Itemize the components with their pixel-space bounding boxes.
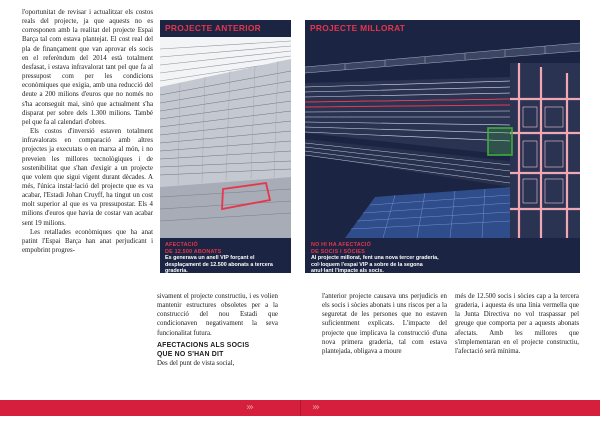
- page-divider: [300, 400, 301, 416]
- chevron-right-icon: ›››: [246, 402, 252, 413]
- paragraph: l'oportunitat de revisar i actualitzar els costos reals del projecte, ja que aquests no es corresponen amb la realitat del projecte Espai Barça tal com estava plantejat. El cost real del pla de finançament que van aprovar els socis en el referèndum del 2014 està totalment desfasat, i estava infravalorat tant pel que fa al pressupost com per les condicions econòmiques que exigia, amb una reducció del deute a 200 milions d'euros que no només no s'ha aconseguit mai, sinó que actualment s'ha disparat per sobre dels 1.300 milions. També pel que fa al calendari d'obres.: [22, 9, 153, 126]
- article-column-2: [157, 292, 278, 368]
- paragraph: sivament el projecte constructiu, i es volien mantenir estructures obsoletes per a la construcció del nou Estadi que condicionaven negativament la seva funcionalitat futura.: [157, 293, 278, 337]
- section-subhead: AFECTACIONS ALS SOCIS: [157, 341, 250, 349]
- improved-stadium-section-render: [305, 37, 580, 238]
- previous-project-caption: [165, 242, 287, 273]
- caption-title: DE SOCIS I SÒCIES: [311, 248, 366, 255]
- improved-project-caption: [311, 242, 441, 273]
- caption-body: Es generava un anell VIP forçant el desplaçament de 12.500 abonats a tercera graderia.: [165, 255, 273, 273]
- improved-project-panel: [305, 20, 580, 273]
- caption-title: DE 12.500 ABONATS: [165, 248, 222, 255]
- caption-title: AFECTACIÓ: [165, 242, 198, 248]
- paragraph: Des del punt de vista social,: [157, 360, 235, 368]
- paragraph: Les retallades econòmiques que ha anat patint l'Espai Barça han anat perjudicant i empobrint progres-: [22, 228, 153, 255]
- paragraph: Els costos d'inversió estaven totalment infravalorats en comparació amb altres projectes ja executats o en marxa al món, i no preveien les millores tecnològiques i de sostenibilitat que s'han d'exigir a un projecte que volem que sigui vigent durant dècades. A més, l'única instal·lació del projecte que es va acabar, l'Estadi Johan Cruyff, ha tingut un cost molt superior al que es va pressupostar. Els 4 milions d'euros que havia de costar van acabar sent 19 milions.: [22, 128, 153, 227]
- previous-project-panel: [160, 20, 291, 273]
- article-column-4: [455, 292, 579, 356]
- paragraph: l'anterior projecte causava uns perjudicis en els socis i sòcies abonats i uns riscos per a la seguretat de les persones que no estaven suficientment explicats. L'impacte del projecte que implicava la construcció d'una nova primera graderia, tal com estava plantejada, obligava a moure: [322, 293, 447, 355]
- section-subhead: QUE NO S'HAN DIT: [157, 350, 224, 358]
- previous-stadium-render: [160, 37, 291, 238]
- caption-body: Al projecte millorat, fent una nova tercer graderia, col·loquem l'espai VIP a sobre de la segona anul·lant l'impacte als socis.: [311, 255, 439, 273]
- caption-title: NO HI HA AFECTACIÓ: [311, 242, 371, 248]
- paragraph: més de 12.500 socis i sòcies cap a la tercera graderia, i aquesta és una línia vermella que la Junta Directiva no vol traspassar pel greuge que comporta per a aquests abonats afectats. Amb les millores que s'implementaran en el projecte constructiu, l'afectació serà mínima.: [455, 293, 579, 355]
- article-column-left: [22, 8, 153, 255]
- chevron-right-icon: ›››: [312, 402, 318, 413]
- article-column-3: [322, 292, 447, 356]
- panel-title: PROJECTE ANTERIOR: [165, 23, 261, 33]
- panel-title: PROJECTE MILLORAT: [310, 23, 406, 33]
